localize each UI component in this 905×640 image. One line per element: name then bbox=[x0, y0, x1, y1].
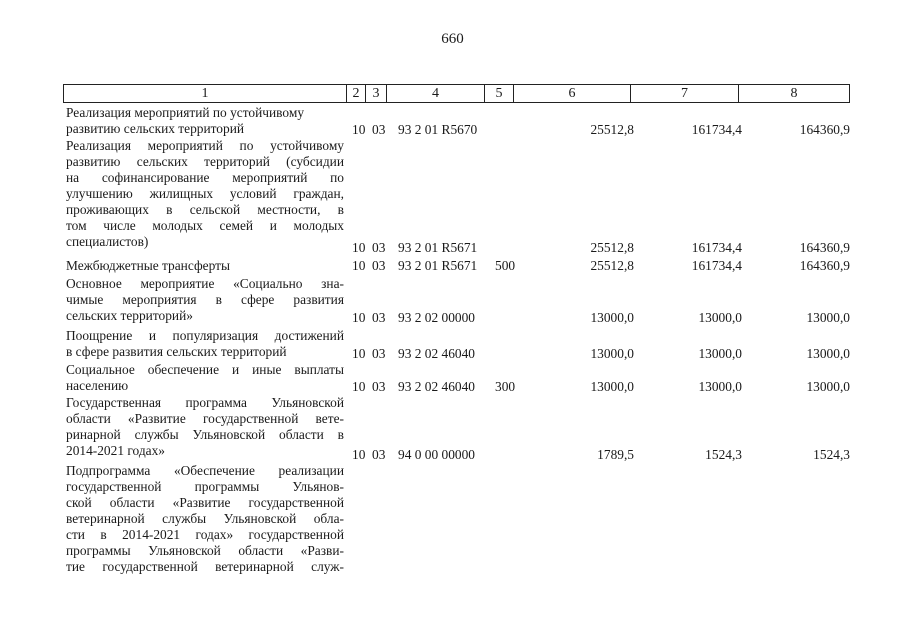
description-line: области «Развитие государственной вете- bbox=[66, 411, 344, 426]
cell-value-7: 161734,4 bbox=[691, 240, 742, 255]
description-line: Реализация мероприятий по устойчивому bbox=[66, 138, 344, 153]
cell-code: 93 2 01 R5670 bbox=[398, 122, 478, 137]
description-line: чимые мероприятия в сфере развития bbox=[66, 292, 344, 307]
cell-subsection: 03 bbox=[372, 346, 386, 361]
cell-section: 10 bbox=[352, 240, 366, 255]
cell-section: 10 bbox=[352, 122, 366, 137]
cell-value-7: 13000,0 bbox=[698, 310, 742, 325]
header-col-7: 7 bbox=[631, 85, 739, 103]
cell-value-8: 1524,3 bbox=[813, 447, 850, 462]
description-line: 2014-2021 годах» bbox=[66, 443, 165, 458]
header-col-3: 3 bbox=[366, 85, 387, 103]
cell-code: 93 2 02 46040 bbox=[398, 346, 475, 361]
header-col-8: 8 bbox=[739, 85, 850, 103]
description-line: ской области «Развитие государственной bbox=[66, 495, 344, 510]
cell-value-7: 13000,0 bbox=[698, 346, 742, 361]
cell-code: 94 0 00 00000 bbox=[398, 447, 475, 462]
description-line: на софинансирование мероприятий по bbox=[66, 170, 344, 185]
cell-code: 93 2 01 R5671 bbox=[398, 258, 478, 273]
cell-value-6: 25512,8 bbox=[590, 240, 634, 255]
cell-value-6: 1789,5 bbox=[597, 447, 634, 462]
description-line: Основное мероприятие «Социально зна- bbox=[66, 276, 344, 291]
cell-section: 10 bbox=[352, 379, 366, 394]
header-col-1: 1 bbox=[64, 85, 347, 103]
description-line: ветеринарной службы Ульяновской обла- bbox=[66, 511, 344, 526]
row-description bbox=[66, 138, 344, 250]
header-col-5: 5 bbox=[485, 85, 514, 103]
description-line: развитию сельских территорий (субсидии bbox=[66, 154, 344, 169]
cell-value-6: 25512,8 bbox=[590, 122, 634, 137]
cell-subsection: 03 bbox=[372, 240, 386, 255]
description-line: Реализация мероприятий по устойчивому bbox=[66, 105, 305, 120]
description-line: том числе молодых семей и молодых bbox=[66, 218, 344, 233]
description-line: сельских территорий» bbox=[66, 308, 193, 323]
cell-value-8: 13000,0 bbox=[806, 346, 850, 361]
description-line: сти в 2014-2021 годах» государственной bbox=[66, 527, 344, 542]
cell-value-6: 25512,8 bbox=[590, 258, 634, 273]
description-line: Государственная программа Ульяновской bbox=[66, 395, 344, 410]
row-description bbox=[66, 395, 344, 459]
cell-value-6: 13000,0 bbox=[590, 310, 634, 325]
cell-section: 10 bbox=[352, 310, 366, 325]
description-line: развитию сельских территорий bbox=[66, 121, 245, 136]
cell-vr: 500 bbox=[495, 258, 516, 273]
row-description bbox=[66, 463, 344, 575]
cell-subsection: 03 bbox=[372, 447, 386, 462]
cell-section: 10 bbox=[352, 346, 366, 361]
header-col-4: 4 bbox=[387, 85, 485, 103]
cell-section: 10 bbox=[352, 258, 366, 273]
cell-value-6: 13000,0 bbox=[590, 379, 634, 394]
cell-value-6: 13000,0 bbox=[590, 346, 634, 361]
cell-code: 93 2 01 R5671 bbox=[398, 240, 478, 255]
page-number: 660 bbox=[441, 31, 464, 47]
cell-value-7: 161734,4 bbox=[691, 122, 742, 137]
description-line: специалистов) bbox=[66, 234, 149, 249]
table-header bbox=[63, 84, 850, 103]
row-description bbox=[66, 276, 344, 324]
description-line: проживающих в сельской местности, в bbox=[66, 202, 344, 217]
cell-subsection: 03 bbox=[372, 310, 386, 325]
description-line: в сфере развития сельских территорий bbox=[66, 344, 287, 359]
cell-subsection: 03 bbox=[372, 258, 386, 273]
cell-value-7: 1524,3 bbox=[705, 447, 742, 462]
cell-code: 93 2 02 46040 bbox=[398, 379, 475, 394]
cell-value-8: 13000,0 bbox=[806, 379, 850, 394]
description-line: Межбюджетные трансферты bbox=[66, 258, 230, 273]
cell-section: 10 bbox=[352, 447, 366, 462]
header-col-2: 2 bbox=[347, 85, 366, 103]
cell-value-8: 164360,9 bbox=[799, 122, 850, 137]
cell-subsection: 03 bbox=[372, 122, 386, 137]
cell-value-8: 13000,0 bbox=[806, 310, 850, 325]
description-line: Поощрение и популяризация достижений bbox=[66, 328, 344, 343]
cell-subsection: 03 bbox=[372, 379, 386, 394]
description-line: улучшению жилищных условий граждан, bbox=[66, 186, 344, 201]
row-description bbox=[66, 362, 344, 394]
header-col-6: 6 bbox=[514, 85, 631, 103]
cell-code: 93 2 02 00000 bbox=[398, 310, 475, 325]
row-description bbox=[66, 328, 344, 360]
row-description bbox=[66, 258, 344, 274]
description-line: тие государственной ветеринарной служ- bbox=[66, 559, 344, 574]
cell-value-8: 164360,9 bbox=[799, 258, 850, 273]
description-line: ринарной службы Ульяновской области в bbox=[66, 427, 344, 442]
description-line: программы Ульяновской области «Разви- bbox=[66, 543, 344, 558]
cell-value-8: 164360,9 bbox=[799, 240, 850, 255]
description-line: Подпрограмма «Обеспечение реализации bbox=[66, 463, 344, 478]
description-line: населению bbox=[66, 378, 129, 393]
description-line: Социальное обеспечение и иные выплаты bbox=[66, 362, 344, 377]
description-line: государственной программы Ульянов- bbox=[66, 479, 344, 494]
row-description bbox=[66, 105, 344, 137]
cell-value-7: 161734,4 bbox=[691, 258, 742, 273]
cell-vr: 300 bbox=[495, 379, 516, 394]
cell-value-7: 13000,0 bbox=[698, 379, 742, 394]
